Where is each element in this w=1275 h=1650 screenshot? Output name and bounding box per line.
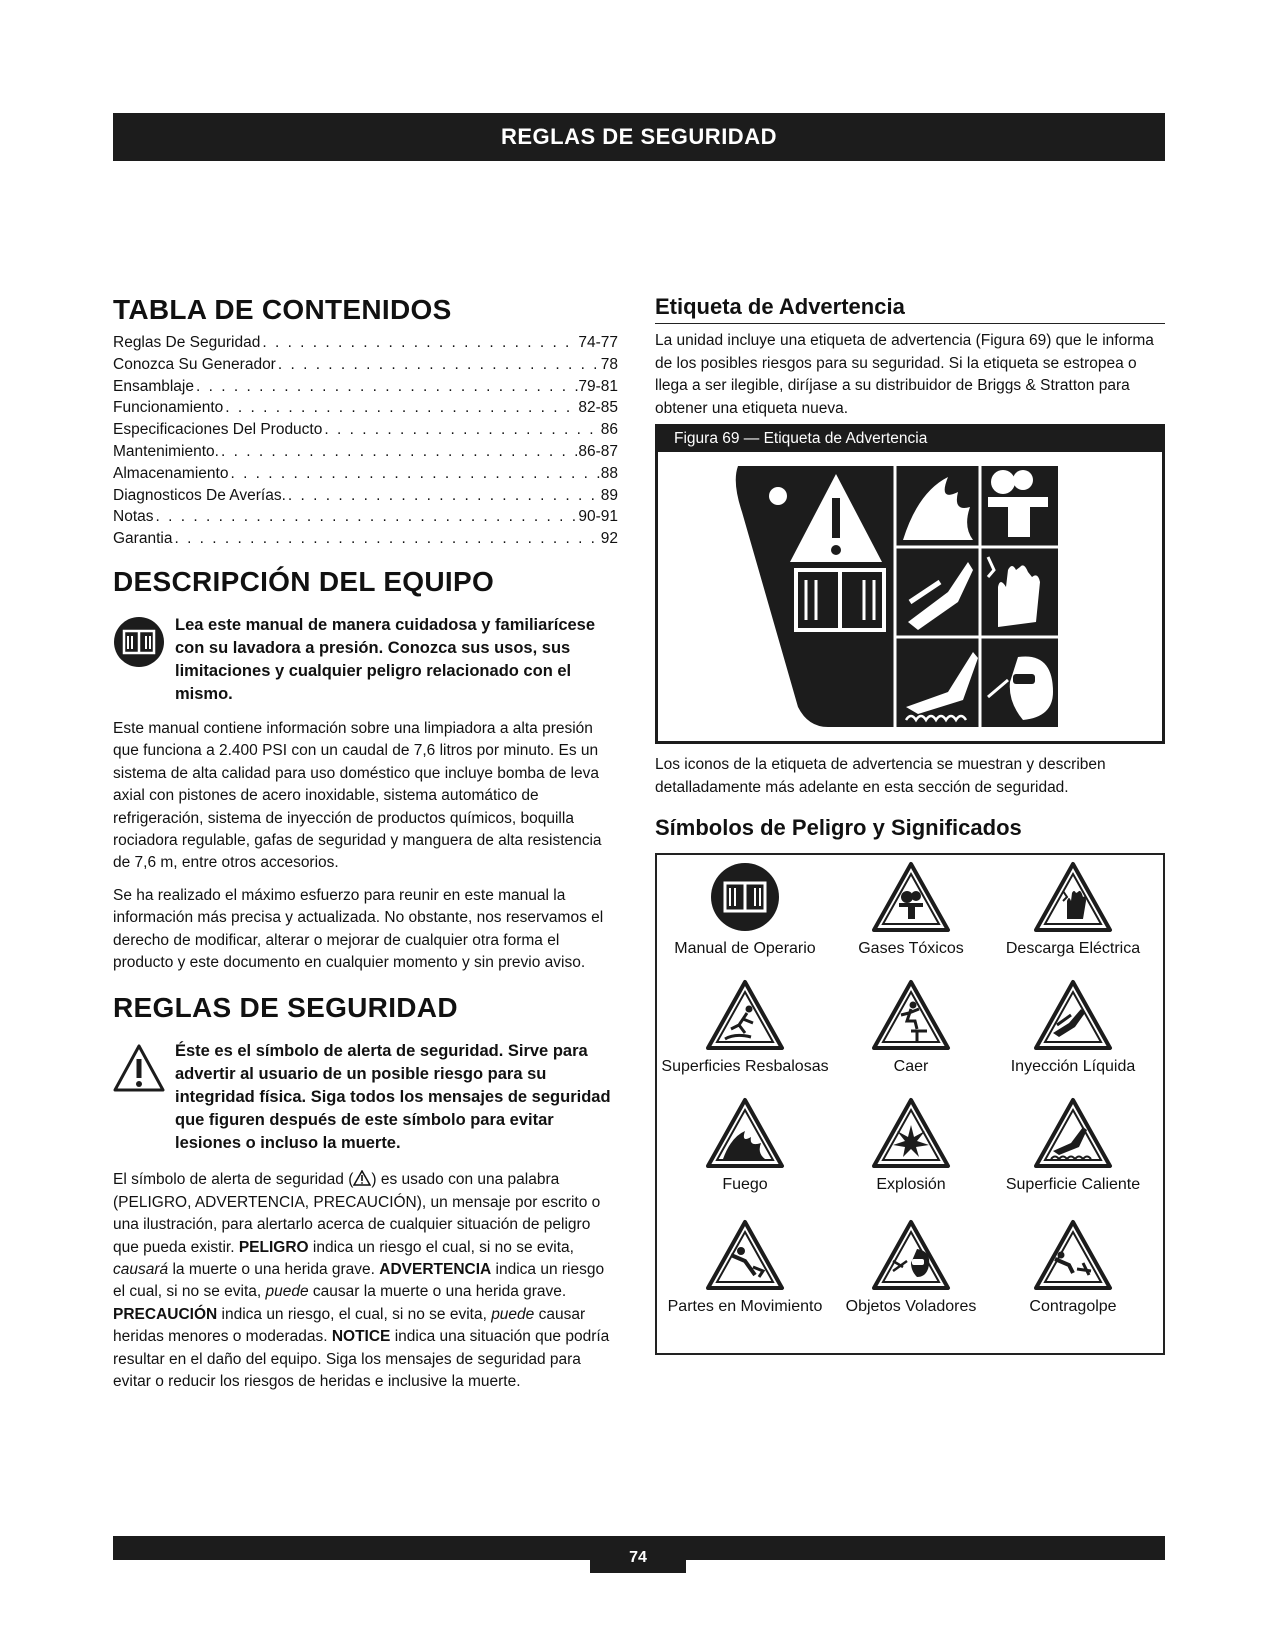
toc-leader-dots: [223, 397, 578, 419]
description-paragraph-1: Este manual contiene información sobre una limpiadora a alta presión que funciona a 2.400 PSI con un caudal de 7,6 litros por minuto. Es un sistema de alta calidad para uso doméstico que incluye bomba de leva axial con pistones de acero inoxidable, sistema automático de refrigeración, sistema de inyección de productos químicos, boquilla rociadora regulable, gafas de seguridad y manguera de alta resistencia de 7,6 m, entre otros accesorios.: [113, 719, 602, 872]
toc-label: Garantia: [113, 530, 173, 548]
hazard-symbol: [661, 861, 829, 959]
toc-label: Funcionamiento: [113, 399, 224, 417]
kickback-icon: [989, 1219, 1157, 1291]
hazard-symbol: [827, 1219, 995, 1317]
figure-69: [655, 424, 1165, 744]
toc-label: Notas: [113, 508, 154, 526]
safety-text-c: indica un riesgo el cual, si no se evita,: [308, 1238, 574, 1256]
safety-title: REGLAS DE SEGURIDAD: [113, 992, 458, 1024]
hazard-symbol-label: Partes en Movimiento: [667, 1298, 823, 1316]
safety-italic-puede-1: puede: [265, 1283, 309, 1301]
description-notice: [113, 614, 618, 706]
signal-word-advertencia: ADVERTENCIA: [379, 1261, 492, 1279]
description-paragraph-2: Se ha realizado el máximo esfuerzo para reunir en este manual la información más precisa y actualizada. No obstante, nos reservamos el derecho de modificar, alterar o mejorar de cualquier otra forma el producto y este documento en cualquier momento y sin previo aviso.: [113, 886, 604, 972]
toc-leader-dots: [260, 332, 578, 354]
hazard-symbol-label: Gases Tóxicos: [858, 940, 964, 958]
toc-page: 89: [600, 486, 618, 504]
safety-alert-text: Éste es el símbolo de alerta de seguridad. Sirve para advertir al usuario de un posible riesgo para su integridad física. Siga todos los mensajes de seguridad que figuren después de este símbolo para evitar lesiones o incluso la muerte.: [175, 1042, 611, 1153]
toc-label: Ensamblaje: [113, 377, 194, 395]
toc-page: 88: [600, 464, 618, 482]
toc-label: Mantenimiento.: [113, 442, 219, 460]
signal-word-notice: NOTICE: [331, 1328, 391, 1346]
toc-leader-dots: [172, 528, 600, 550]
safety-text-d: la muerte o una herida grave.: [168, 1261, 380, 1279]
toc-row: [113, 354, 618, 376]
toc-page: 78: [600, 355, 618, 373]
toc-page: 92: [600, 530, 618, 548]
manual-icon: [661, 861, 829, 933]
safety-alert-icon: [113, 1042, 165, 1094]
toc-title: TABLA DE CONTENIDOS: [113, 294, 452, 325]
toc-page: 90-91: [578, 508, 618, 526]
hazard-symbol: [989, 861, 1157, 959]
fluid-injection-icon: [989, 979, 1157, 1051]
hazard-symbol: [989, 1219, 1157, 1317]
safety-text-a: El símbolo de alerta de seguridad (: [113, 1171, 354, 1189]
hazard-symbol-label: Caer: [893, 1058, 929, 1076]
warning-label-intro: La unidad incluye una etiqueta de advertencia (Figura 69) que le informa de los posibles riesgos para su seguridad. Si la etiqueta se estropea o llega a ser ilegible, diríjase a su distribuidor de Briggs & Stratton para obtener una etiqueta nueva.: [655, 332, 1154, 417]
manual-icon: [113, 616, 165, 668]
hazard-symbol-label: Descarga Eléctrica: [1005, 940, 1141, 958]
safety-text-f: causar la muerte o una herida grave.: [308, 1283, 567, 1301]
hazard-symbol: [661, 1219, 829, 1317]
toc-leader-dots: [322, 419, 600, 441]
toc-label: Conozca Su Generador: [113, 355, 276, 373]
right-column: [655, 292, 1165, 1355]
safety-paragraph: [113, 1169, 618, 1393]
description-notice-text: Lea este manual de manera cuidadosa y familiarícese con su lavadora a presión. Conozca sus usos, sus limitaciones y cualquier peligro relacionado con el mismo.: [175, 615, 596, 703]
left-column: [113, 292, 618, 1394]
header-title: REGLAS DE SEGURIDAD: [501, 124, 777, 149]
toc-row: [113, 397, 618, 419]
toxic-gas-icon: [827, 861, 995, 933]
fire-icon: [661, 1097, 829, 1169]
electric-shock-icon: [989, 861, 1157, 933]
signal-word-precaucion: PRECAUCIÓN: [113, 1305, 218, 1323]
toc-leader-dots: [228, 463, 600, 485]
explosion-icon: [827, 1097, 995, 1169]
toc-leader-dots: [219, 441, 578, 463]
safety-alert-notice: [113, 1040, 618, 1155]
toc-label: Especificaciones Del Producto: [113, 421, 323, 439]
toc-row: [113, 528, 618, 550]
safety-italic-causara: causará: [113, 1261, 169, 1279]
toc-page: 86-87: [578, 442, 618, 460]
toc-row: [113, 485, 618, 507]
hazard-symbol: [661, 979, 829, 1077]
safety-italic-puede-2: puede: [491, 1305, 535, 1323]
hazard-symbol-label: Explosión: [876, 1176, 946, 1194]
hazard-symbol-label: Contragolpe: [1029, 1298, 1117, 1316]
toc-label: Almacenamiento: [113, 464, 229, 482]
page-number: 74: [590, 1543, 686, 1573]
hazard-symbol: [827, 1097, 995, 1195]
warning-label-illustration: [658, 452, 1162, 741]
page-header: [113, 113, 1165, 161]
fall-icon: [827, 979, 995, 1051]
hazard-symbol: [661, 1097, 829, 1195]
safety-text-i: indica una situación que podría resultar en el daño del equipo. Siga los mensajes de seguridad para evitar o reducir los riesgos de heridas e inclusive la muerte.: [113, 1328, 610, 1391]
hazard-symbol-label: Superficie Caliente: [1005, 1176, 1141, 1194]
toc-leader-dots: [286, 485, 601, 507]
toc-row: [113, 441, 618, 463]
description-title: DESCRIPCIÓN DEL EQUIPO: [113, 565, 495, 597]
safety-text-e: indica un riesgo el cual, si no se evita,: [113, 1261, 605, 1301]
toc-leader-dots: [194, 376, 578, 398]
safety-text-b: ) es usado con una palabra (PELIGRO, ADVERTENCIA, PRECAUCIÓN), un mensaje por escrito o una ilustración, para alertarlo acerca de cualquier situación de peligro que pueda existir.: [113, 1171, 601, 1256]
hazard-symbol-label: Manual de Operario: [674, 940, 816, 958]
hazard-symbol: [989, 979, 1157, 1077]
toc-label: Reglas De Seguridad: [113, 334, 261, 351]
hazard-symbol: [827, 979, 995, 1077]
signal-word-peligro: PELIGRO: [238, 1238, 309, 1256]
symbols-title: Símbolos de Peligro y Significados: [655, 815, 1022, 841]
flying-objects-icon: [827, 1219, 995, 1291]
safety-text-g: indica un riesgo, el cual, si no se evita,: [217, 1305, 492, 1323]
hazard-symbol: [827, 861, 995, 959]
hazard-symbols-grid: [655, 853, 1165, 1355]
toc-page: 82-85: [578, 399, 618, 417]
hazard-symbol-label: Objetos Voladores: [845, 1298, 977, 1316]
hot-surface-icon: [989, 1097, 1157, 1169]
hazard-symbol-label: Superficies Resbalosas: [661, 1058, 829, 1076]
toc-page: 86: [600, 421, 618, 439]
toc-leader-dots: [276, 354, 601, 376]
warning-label-title: Etiqueta de Advertencia: [655, 292, 1165, 324]
toc-row: [113, 376, 618, 398]
slippery-surface-icon: [661, 979, 829, 1051]
toc-page: 74-77: [578, 334, 618, 351]
hazard-symbol-label: Inyección Líquida: [1010, 1058, 1136, 1076]
toc-label: Diagnosticos De Averías.: [113, 486, 286, 504]
safety-alert-inline-icon: [353, 1170, 371, 1186]
hazard-symbol: [989, 1097, 1157, 1195]
moving-parts-icon: [661, 1219, 829, 1291]
toc-leader-dots: [154, 506, 579, 528]
table-of-contents: [113, 332, 618, 550]
toc-row: [113, 419, 618, 441]
toc-page: 79-81: [578, 377, 618, 395]
hazard-symbol-label: Fuego: [722, 1176, 768, 1194]
warning-label-after: Los iconos de la etiqueta de advertencia se muestran y describen detalladamente más adelante en esta sección de seguridad.: [655, 756, 1106, 796]
toc-row: [113, 506, 618, 528]
toc-row: [113, 463, 618, 485]
toc-row: [113, 332, 618, 354]
safety-text-h: causar heridas menores o moderadas.: [113, 1305, 586, 1346]
figure-caption: Figura 69 — Etiqueta de Advertencia: [658, 427, 1162, 452]
